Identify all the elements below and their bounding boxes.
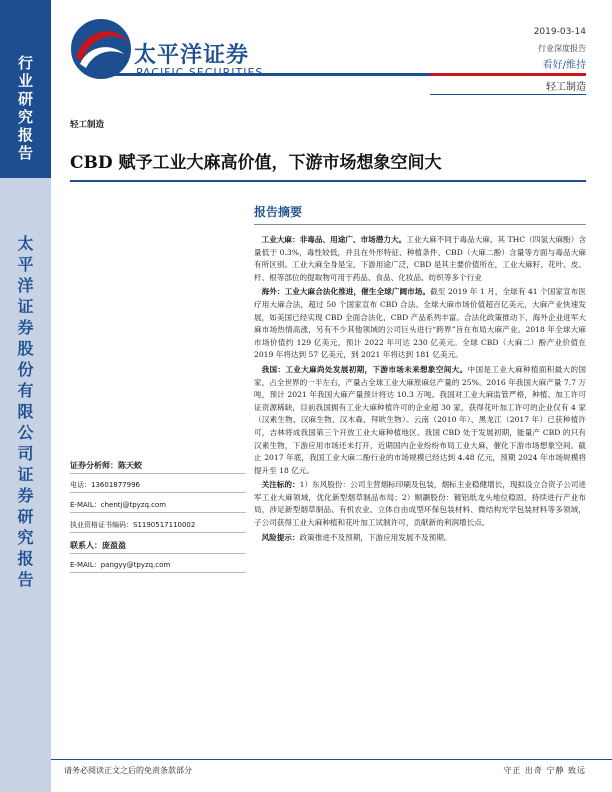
- summary-paragraph: 海外：工业大麻合法化推进，催生全球广阔市场。截至 2019 年 1 月，全球有 41 个国家宣布医疗用大麻合法，超过 50 个国家宣布 CBD 合法。全球大麻市场价值超百亿美元，大麻产业快速发展，如美国已经实现 CBD 全面合法化，CBD 产品系列丰富。合法化政策推动下，海外企业进军大麻市场热情高涨，另有不少其他领域的公司巨头进行“跨界”旨在布局大麻产业。2018 年全球大麻市场价值约 129 亿美元，预计 2022 年可达 230 亿美元。全球 CBD（大麻二）酚产业价值在 2019 年将达到 57 亿美元，到 2021 年将达到 181 亿美元。: [254, 287, 586, 360]
- side-char: 份: [17, 360, 34, 379]
- report-type: 行业深度报告: [538, 44, 586, 53]
- summary-body: [254, 234, 586, 546]
- title-rule: [70, 180, 586, 182]
- report-title: CBD 赋予工业大麻高价值，下游市场想象空间大: [70, 153, 442, 173]
- side-char: 司: [17, 444, 34, 463]
- side-char: 证: [17, 465, 34, 484]
- divider: [70, 473, 246, 474]
- side-char: 告: [17, 144, 33, 162]
- header-thin-rule: [430, 94, 586, 95]
- footer-motto: 守正 出奇 宁静 致远: [503, 766, 586, 775]
- side-char: 报: [17, 126, 33, 144]
- side-text-report-type: [0, 56, 51, 164]
- pacific-logo-icon: [70, 18, 132, 80]
- side-char: 限: [17, 402, 34, 421]
- analyst-name: 证券分析师：陈天蛟: [70, 460, 142, 470]
- divider: [70, 532, 246, 533]
- analyst-phone: 电话：13601877996: [70, 481, 140, 489]
- side-char: 告: [17, 570, 34, 589]
- side-char: 证: [17, 297, 34, 316]
- sector-label: 轻工制造: [70, 120, 105, 130]
- side-char: 太: [17, 234, 34, 253]
- divider: [70, 553, 246, 554]
- contact-name: 联系人：庞盈盈: [70, 540, 126, 550]
- rating: 看好/维持: [542, 60, 586, 71]
- side-text-company: [0, 236, 51, 593]
- summary-paragraph: 工业大麻：非毒品、用途广、市场潜力大。工业大麻不同于毒品大麻，其 THC（四氢大麻酚）含量低于 0.3%，毒性较低，并且在外形特征、种植条件、CBD（大麻二酚）含量等方面与毒品大麻有所区别。工业大麻全身是宝，下游用途广泛，CBD 是其主要价值所在，工业大麻籽、花叶、皮、杆、根等部位的提取物可用于药品、食品、化妆品、纺织等多个行业: [254, 235, 586, 282]
- header-rule-accent: [430, 73, 586, 76]
- summary-paragraph: 关注标的：1）东风股份：公司主营烟标印刷及包装，烟标主业稳健增长，现拟设立合资子公司进军工业大麻领域，优化新型烟草制品布局；2）顺灏股份：镀铝纸龙头地位稳固，持续进行产业布局，涉足新型烟草制品、有机农业、立体自由成型环保包装材料、微结构光学包装材料等多领域，子公司获得工业大麻种植和花叶加工试制许可，贡献新的利润增长点。: [254, 480, 587, 528]
- summary-paragraph: 我国：工业大麻尚处发展初期，下游市场未来想象空间大。中国是工业大麻种植面积最大的国家，占全世界的一半左右，产量占全球工业大麻原麻总产量的 25%。2016 年我国大麻产量 7.7 万吨，预计 2021 年我国大麻产量预计将达 10.3 万吨。我国对工业大麻监管严格，种植、加工许可证资源稀缺，目前我国拥有工业大麻种植许可的企业超 30 家，获得花叶加工许可的企业仅有 4 家（汉素生物、汉麻生物、汉木森、拜欧生物）。云南（2010 年）、黑龙江（2017 年）已获种植许可，吉林将成我国第三个开放工业大麻种植地区。我国 CBD 处于发展初期，能量产 CBD 的只有汉素生物，下游应用市场还未打开，近期国内企业纷纷布局工业大麻，催化下游市场想象空间。截止 2017 年底，我国工业大麻二酚行业的市场规模已经达到 4.48 亿元，预期 2024 年市场规模将提升至 18 亿元。: [254, 364, 587, 475]
- side-char: 平: [17, 255, 34, 274]
- side-char: 洋: [17, 276, 34, 295]
- analyst-cert: 执业资格证书编码：S1190517110002: [70, 521, 196, 529]
- summary-heading: 报告摘要: [254, 205, 303, 219]
- side-char: 有: [17, 381, 34, 400]
- side-char: 研: [17, 90, 33, 108]
- side-char: 券: [17, 318, 34, 337]
- divider: [70, 492, 246, 493]
- side-char: 研: [17, 507, 34, 526]
- side-char: 公: [17, 423, 34, 442]
- footer-disclaimer: 请务必阅读正文之后的免责条款部分: [64, 766, 192, 775]
- side-char: 业: [17, 72, 33, 90]
- side-char: 究: [17, 528, 34, 547]
- summary-paragraph: 风险提示：政策推进不及预期，下游应用发展不及预期。: [261, 532, 452, 542]
- side-char: 行: [17, 54, 33, 72]
- footer-rule: [51, 759, 612, 760]
- summary-rule: [254, 224, 586, 225]
- divider: [70, 572, 246, 573]
- divider: [70, 512, 246, 513]
- analyst-email[interactable]: E-MAIL：chentj@tpyzq.com: [70, 501, 167, 509]
- side-char: 券: [17, 486, 34, 505]
- contact-email[interactable]: E-MAIL：pangyy@tpyzq.com: [70, 561, 171, 569]
- brand-name-cn: 太平洋证券: [134, 43, 250, 68]
- report-date: 2019-03-14: [533, 27, 586, 37]
- side-char: 究: [17, 108, 33, 126]
- header-industry: 轻工制造: [546, 82, 586, 93]
- side-char: 股: [17, 339, 34, 358]
- side-char: 报: [17, 549, 34, 568]
